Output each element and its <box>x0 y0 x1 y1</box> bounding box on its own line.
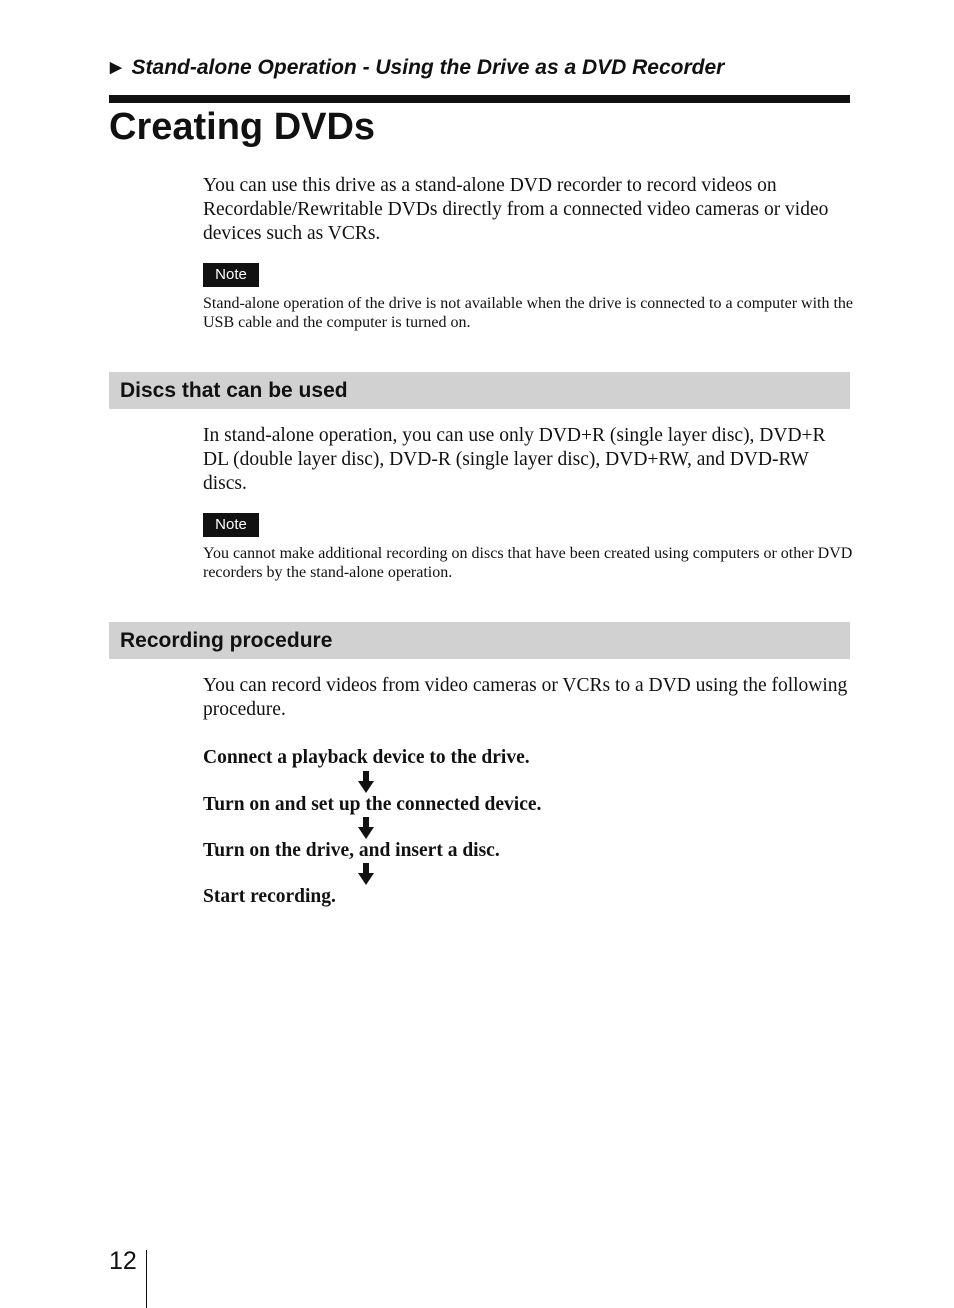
note-text: Stand-alone operation of the drive is not available when the drive is connected to a computer with the USB cable and the computer is turned on. <box>203 295 854 331</box>
discs-heading-bar <box>109 372 850 409</box>
page-number-rule <box>146 1250 147 1308</box>
triangle-marker-icon: ▶ <box>110 59 122 76</box>
recording-heading-bar <box>109 622 850 659</box>
procedure-step: Turn on and set up the connected device. <box>203 794 542 815</box>
recording-paragraph: You can record videos from video cameras or VCRs to a DVD using the following procedure. <box>203 675 848 720</box>
down-arrow-icon <box>358 771 374 793</box>
page-title: Creating DVDs <box>109 106 376 148</box>
procedure-step: Turn on the drive, and insert a disc. <box>203 840 500 861</box>
note-text: You cannot make additional recording on discs that have been created using computers or other DVD recorders by the stand-alone operation. <box>203 545 853 581</box>
recording-heading: Recording procedure <box>120 629 333 652</box>
note-badge: Note <box>203 263 259 287</box>
intro-paragraph: You can use this drive as a stand-alone DVD recorder to record videos on Recordable/Rewritable DVDs directly from a connected video cameras or video devices such as VCRs. <box>203 175 829 244</box>
down-arrow-icon <box>358 817 374 839</box>
section-header-title: Stand-alone Operation - Using the Drive as a DVD Recorder <box>131 56 725 79</box>
page-number: 12 <box>109 1247 137 1275</box>
procedure-step: Connect a playback device to the drive. <box>203 747 530 768</box>
title-rule <box>109 95 850 103</box>
note-badge: Note <box>203 513 259 537</box>
discs-heading: Discs that can be used <box>120 379 348 402</box>
section-header <box>110 54 850 82</box>
procedure-step: Start recording. <box>203 886 336 907</box>
down-arrow-icon <box>358 863 374 885</box>
discs-paragraph: In stand-alone operation, you can use only DVD+R (single layer disc), DVD+R DL (double layer disc), DVD-R (single layer disc), DVD+RW, and DVD-RW discs. <box>203 425 826 494</box>
